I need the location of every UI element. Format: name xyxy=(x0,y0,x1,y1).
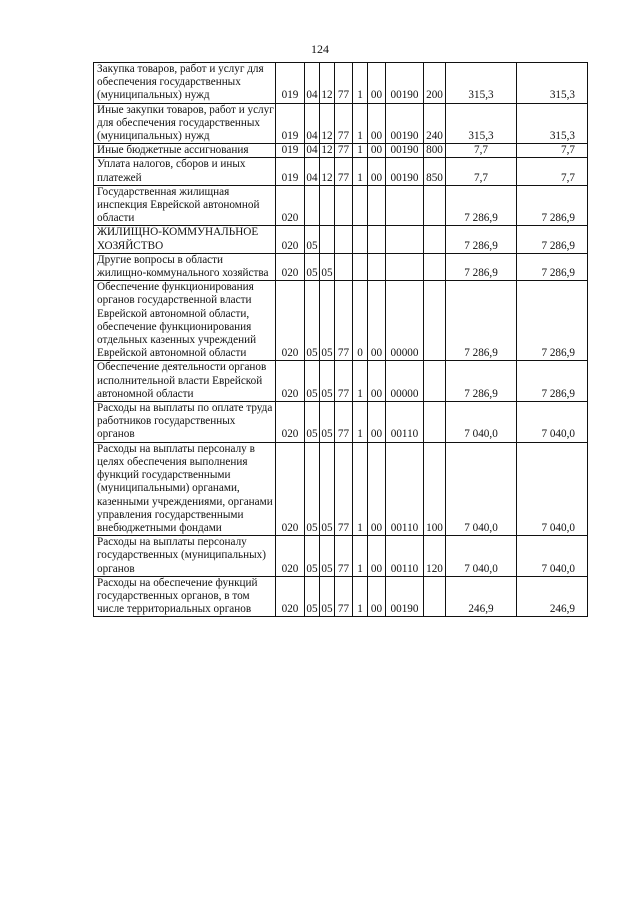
vr-code xyxy=(424,226,446,253)
csr-part3: 00 xyxy=(368,536,386,577)
csr-part4: 00110 xyxy=(386,536,424,577)
vr-code xyxy=(424,576,446,617)
csr-part2: 1 xyxy=(353,361,368,402)
sum-year2: 246,9 xyxy=(517,576,588,617)
csr-part1: 77 xyxy=(335,281,353,361)
csr-part1: 77 xyxy=(335,103,353,144)
csr-part2: 1 xyxy=(353,536,368,577)
csr-part2 xyxy=(353,226,368,253)
csr-part1 xyxy=(335,226,353,253)
csr-part2: 1 xyxy=(353,442,368,535)
csr-part4 xyxy=(386,185,424,226)
csr-part4: 00190 xyxy=(386,158,424,185)
table-row xyxy=(94,576,588,617)
vedomstvo-code: 019 xyxy=(276,63,305,104)
podrazdel-code: 12 xyxy=(320,63,335,104)
row-name: Расходы на выплаты персоналу государственных (муниципальных) органов xyxy=(94,536,276,577)
csr-part4: 00190 xyxy=(386,576,424,617)
table-row xyxy=(94,144,588,158)
sum-year2: 7,7 xyxy=(517,144,588,158)
table-row xyxy=(94,536,588,577)
vr-code xyxy=(424,402,446,443)
table-row xyxy=(94,63,588,104)
vr-code: 200 xyxy=(424,63,446,104)
sum-year1: 7 286,9 xyxy=(446,253,517,280)
row-name: Уплата налогов, сборов и иных платежей xyxy=(94,158,276,185)
razdel-code: 05 xyxy=(305,281,320,361)
vedomstvo-code: 020 xyxy=(276,226,305,253)
sum-year1: 7 040,0 xyxy=(446,442,517,535)
podrazdel-code: 05 xyxy=(320,442,335,535)
razdel-code: 04 xyxy=(305,103,320,144)
row-name: Расходы на выплаты по оплате труда работников государственных органов xyxy=(94,402,276,443)
sum-year2: 315,3 xyxy=(517,103,588,144)
vedomstvo-code: 020 xyxy=(276,281,305,361)
sum-year1: 7 040,0 xyxy=(446,536,517,577)
row-name: Обеспечение деятельности органов исполнительной власти Еврейской автономной области xyxy=(94,361,276,402)
csr-part1: 77 xyxy=(335,361,353,402)
csr-part2 xyxy=(353,253,368,280)
vr-code: 240 xyxy=(424,103,446,144)
sum-year1: 7 040,0 xyxy=(446,402,517,443)
vr-code: 100 xyxy=(424,442,446,535)
vr-code: 120 xyxy=(424,536,446,577)
csr-part3: 00 xyxy=(368,63,386,104)
csr-part4: 00190 xyxy=(386,103,424,144)
vedomstvo-code: 020 xyxy=(276,402,305,443)
csr-part3: 00 xyxy=(368,402,386,443)
csr-part4 xyxy=(386,226,424,253)
table-row xyxy=(94,226,588,253)
sum-year2: 7 040,0 xyxy=(517,536,588,577)
razdel-code: 05 xyxy=(305,226,320,253)
csr-part4 xyxy=(386,253,424,280)
csr-part4: 00190 xyxy=(386,63,424,104)
sum-year2: 7 040,0 xyxy=(517,402,588,443)
csr-part1: 77 xyxy=(335,144,353,158)
podrazdel-code: 12 xyxy=(320,103,335,144)
podrazdel-code xyxy=(320,226,335,253)
razdel-code: 04 xyxy=(306,144,318,157)
vedomstvo-code: 019 xyxy=(276,103,305,144)
vr-code xyxy=(424,185,446,226)
podrazdel-code: 05 xyxy=(320,281,335,361)
csr-part2: 1 xyxy=(353,576,368,617)
table-row xyxy=(94,158,588,185)
row-name: ЖИЛИЩНО-КОММУНАЛЬНОЕ ХОЗЯЙСТВО xyxy=(94,226,276,253)
sum-year1: 315,3 xyxy=(446,63,517,104)
razdel-code: 05 xyxy=(305,253,320,280)
razdel-code: 05 xyxy=(305,402,320,443)
sum-year1: 7 286,9 xyxy=(446,185,517,226)
table-row xyxy=(94,281,588,361)
sum-year2: 7 286,9 xyxy=(517,253,588,280)
razdel-code xyxy=(305,185,320,226)
csr-part1: 77 xyxy=(335,442,353,535)
podrazdel-code: 12 xyxy=(320,158,335,185)
csr-part2: 1 xyxy=(353,144,368,158)
razdel-code: 05 xyxy=(305,536,320,577)
csr-part4: 00110 xyxy=(386,442,424,535)
csr-part3 xyxy=(368,226,386,253)
csr-part3: 00 xyxy=(368,576,386,617)
podrazdel-code: 05 xyxy=(320,361,335,402)
sum-year2: 7 286,9 xyxy=(517,226,588,253)
sum-year1: 315,3 xyxy=(446,103,517,144)
sum-year1: 7 286,9 xyxy=(446,226,517,253)
podrazdel-code xyxy=(320,185,335,226)
sum-year2: 7 040,0 xyxy=(517,442,588,535)
vr-code xyxy=(424,361,446,402)
row-name: Расходы на выплаты персоналу в целях обеспечения выполнения функций государственными (муниципальными) органами, казенными учреждениями, органами управления государственными внебюджетными фондами xyxy=(94,442,276,535)
vedomstvo-code: 020 xyxy=(276,536,305,577)
csr-part3 xyxy=(368,253,386,280)
csr-part2 xyxy=(353,185,368,226)
row-name: Иные закупки товаров, работ и услуг для обеспечения государственных (муниципальных) нужд xyxy=(94,103,276,144)
csr-part3 xyxy=(368,185,386,226)
vedomstvo-code: 020 xyxy=(276,361,305,402)
csr-part3: 00 xyxy=(368,361,386,402)
row-name: Государственная жилищная инспекция Еврейской автономной области xyxy=(94,185,276,226)
vedomstvo-code: 020 xyxy=(276,253,305,280)
csr-part1: 77 xyxy=(335,402,353,443)
csr-part4: 00000 xyxy=(386,281,424,361)
razdel-code: 04 xyxy=(305,158,320,185)
razdel-code: 05 xyxy=(305,576,320,617)
csr-part2: 1 xyxy=(353,158,368,185)
table-row xyxy=(94,103,588,144)
csr-part4: 00000 xyxy=(386,361,424,402)
table-row xyxy=(94,185,588,226)
csr-part1: 77 xyxy=(335,63,353,104)
sum-year1: 7,7 xyxy=(446,144,517,158)
table-row xyxy=(94,402,588,443)
sum-year2: 315,3 xyxy=(517,63,588,104)
podrazdel-code: 05 xyxy=(320,402,335,443)
csr-part3: 00 xyxy=(368,103,386,144)
table-row xyxy=(94,442,588,535)
sum-year1: 7 286,9 xyxy=(446,281,517,361)
csr-part1 xyxy=(335,185,353,226)
vr-code: 800 xyxy=(424,144,446,158)
sum-year2: 7 286,9 xyxy=(517,281,588,361)
page-number: 124 xyxy=(311,42,329,56)
podrazdel-code: 12 xyxy=(321,144,333,157)
row-name: Другие вопросы в области жилищно-коммунального хозяйства xyxy=(94,253,276,280)
csr-part1 xyxy=(335,253,353,280)
sum-year1: 7 286,9 xyxy=(446,361,517,402)
razdel-code: 05 xyxy=(305,361,320,402)
csr-part2: 1 xyxy=(353,103,368,144)
vedomstvo-code: 020 xyxy=(276,442,305,535)
sum-year1: 7,7 xyxy=(446,158,517,185)
csr-part3: 00 xyxy=(368,442,386,535)
csr-part3: 00 xyxy=(368,281,386,361)
table-row xyxy=(94,253,588,280)
budget-table xyxy=(93,62,588,617)
csr-part1: 77 xyxy=(335,536,353,577)
razdel-code: 05 xyxy=(305,442,320,535)
podrazdel-code: 05 xyxy=(320,253,335,280)
row-name: Расходы на обеспечение функций государственных органов, в том числе территориальных органов xyxy=(94,576,276,617)
vr-code xyxy=(424,253,446,280)
sum-year2: 7 286,9 xyxy=(517,185,588,226)
vr-code: 850 xyxy=(424,158,446,185)
csr-part1: 77 xyxy=(335,158,353,185)
csr-part2: 1 xyxy=(353,63,368,104)
vedomstvo-code: 019 xyxy=(276,144,305,158)
sum-year2: 7,7 xyxy=(517,158,588,185)
csr-part4: 00190 xyxy=(386,144,424,158)
sum-year2: 7 286,9 xyxy=(517,361,588,402)
vedomstvo-code: 019 xyxy=(276,158,305,185)
vr-code xyxy=(424,281,446,361)
podrazdel-code: 05 xyxy=(320,576,335,617)
podrazdel-code: 05 xyxy=(320,536,335,577)
row-name: Обеспечение функционирования органов государственной власти Еврейской автономной области, обеспечение функционирования отдельных казенных учреждений Еврейской автономной области xyxy=(94,281,276,361)
csr-part2: 1 xyxy=(353,402,368,443)
csr-part4: 00110 xyxy=(386,402,424,443)
razdel-code: 04 xyxy=(305,63,320,104)
row-name: Закупка товаров, работ и услуг для обеспечения государственных (муниципальных) нужд xyxy=(94,63,276,104)
table-row xyxy=(94,361,588,402)
csr-part3: 00 xyxy=(368,144,386,158)
vedomstvo-code: 020 xyxy=(276,185,305,226)
csr-part1: 77 xyxy=(335,576,353,617)
csr-part2: 0 xyxy=(353,281,368,361)
row-name: Иные бюджетные ассигнования xyxy=(94,144,276,158)
csr-part3: 00 xyxy=(368,158,386,185)
vedomstvo-code: 020 xyxy=(276,576,305,617)
sum-year1: 246,9 xyxy=(446,576,517,617)
